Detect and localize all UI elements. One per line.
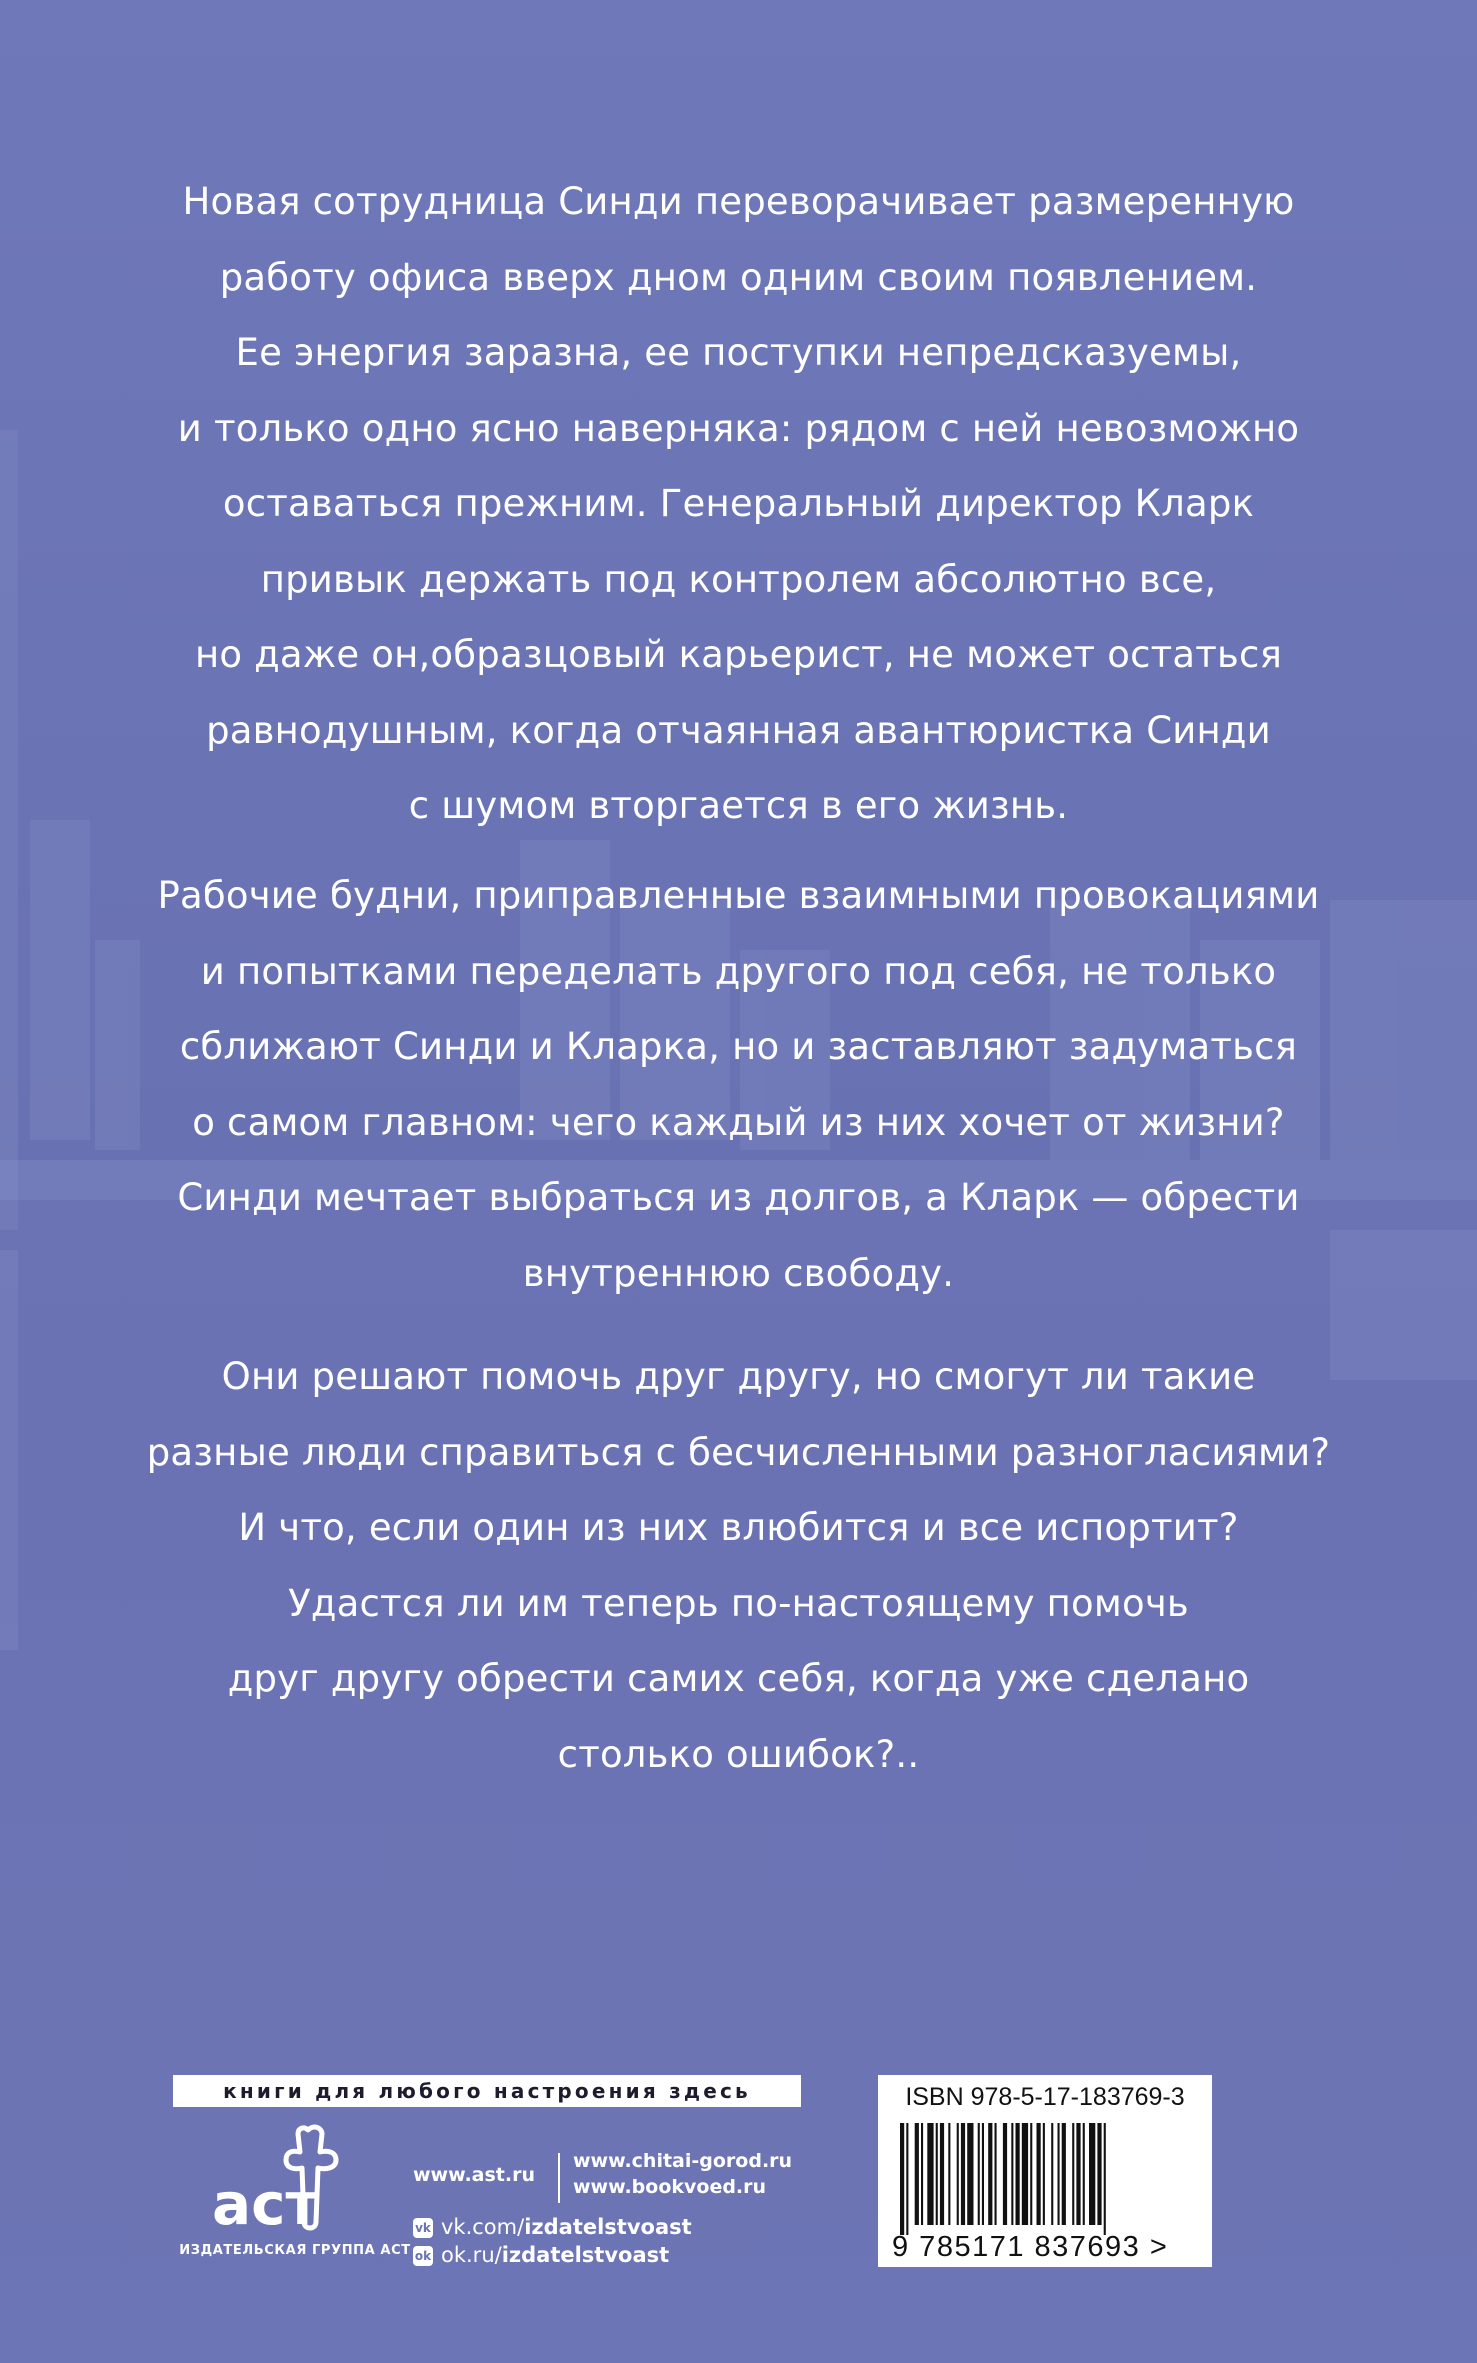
vk-link[interactable]	[413, 2215, 692, 2239]
barcode-bar	[957, 2123, 959, 2225]
blurb-line: привык держать под контролем абсолютно все,	[260, 557, 1217, 601]
blurb-line: Синди мечтает выбраться из долгов, а Кларк — обрести	[177, 1176, 1300, 1219]
logo-text: аст	[212, 2170, 320, 2238]
barcode-bar	[1003, 2123, 1007, 2225]
blurb-line: равнодушным, когда отчаянная авантюристка Синди	[206, 708, 1271, 752]
barcode-bar	[1030, 2123, 1032, 2225]
blurb-line: о самом главном: чего каждый из них хочет от жизни?	[192, 1100, 1285, 1144]
barcode-bars	[900, 2123, 1170, 2235]
isbn-number: ISBN 978-5-17-183769-3	[905, 2083, 1185, 2111]
barcode-bar	[978, 2123, 980, 2225]
blurb-line: Рабочие будни, приправленные взаимными провокациями	[157, 874, 1320, 917]
barcode-bar	[1051, 2123, 1053, 2225]
barcode-bar	[1037, 2123, 1041, 2225]
blurb-line: столько ошибок?..	[557, 1732, 920, 1776]
barcode-bar	[921, 2123, 923, 2225]
barcode-bar	[988, 2123, 992, 2225]
ast-site-link[interactable]: www.ast.ru	[413, 2164, 535, 2186]
ok-icon: ok	[413, 2246, 433, 2266]
blurb-line: сближают Синди и Кларка, но и заставляют задуматься	[179, 1025, 1298, 1068]
barcode-bar	[1104, 2123, 1106, 2235]
blurb-line: И что, если один из них влюбится и все испортит?	[238, 1506, 1239, 1549]
publisher-caption: ИЗДАТЕЛЬСКАЯ ГРУППА АСТ	[179, 2243, 411, 2258]
blurb-line: внутреннюю свободу.	[522, 1251, 955, 1295]
barcode-bar	[927, 2123, 933, 2225]
blurb-line: Удастся ли им теперь по-настоящему помочь	[288, 1581, 1189, 1625]
barcode-bar	[995, 2123, 997, 2225]
barcode-bar	[1076, 2123, 1080, 2225]
barcode-bar	[1072, 2123, 1074, 2225]
blurb-line: Ее энергия заразна, ее поступки непредсказуемы,	[235, 331, 1242, 374]
barcode-bar	[936, 2123, 938, 2225]
blurb-paragraph-1	[90, 164, 1387, 844]
blurb-paragraph-3	[90, 1339, 1387, 1792]
bookvoed-link[interactable]: www.bookvoed.ru	[573, 2176, 767, 2198]
barcode-digits: 9 785171 837693 >	[892, 2231, 1169, 2263]
barcode-bar	[900, 2123, 904, 2235]
isbn-barcode	[878, 2075, 1212, 2267]
vk-prefix: vk.com/	[441, 2215, 525, 2239]
ast-logo-icon	[200, 2122, 370, 2242]
blurb-line: Новая сотрудница Синди переворачивает размеренную	[182, 180, 1295, 223]
blurb-line: но даже он,образцовый карьерист, не может остаться	[194, 633, 1283, 676]
barcode-bar	[1058, 2123, 1060, 2225]
blurb-line: и только одно ясно наверняка: рядом с ней невозможно	[177, 406, 1300, 450]
blurb-line: с шумом вторгается в его жизнь.	[408, 784, 1069, 827]
barcode-bar	[906, 2123, 908, 2235]
barcode-bar	[1062, 2123, 1066, 2225]
blurb-line: разные люди справиться с бесчисленными разногласиями?	[146, 1430, 1331, 1474]
blurb-paragraph-2	[90, 858, 1387, 1311]
ok-handle: izdatelstvoast	[501, 2243, 670, 2267]
barcode-bar	[961, 2123, 965, 2225]
ok-link[interactable]	[413, 2243, 669, 2267]
barcode-bar	[948, 2123, 950, 2225]
barcode-bar	[1011, 2123, 1013, 2225]
blurb-line: и попытками переделать другого под себя, не только	[200, 949, 1277, 993]
barcode-bar	[1043, 2123, 1045, 2225]
blurb-line: друг другу обрести самих себя, когда уже сделано	[227, 1657, 1250, 1700]
barcode-bar	[1022, 2123, 1028, 2225]
blurb-line: Они решают помочь друг другу, но смогут ли такие	[221, 1355, 1256, 1398]
ok-prefix: ok.ru/	[441, 2243, 502, 2267]
chitai-gorod-link[interactable]: www.chitai-gorod.ru	[573, 2150, 793, 2172]
vk-handle: izdatelstvoast	[524, 2215, 692, 2239]
vk-icon: vk	[413, 2218, 433, 2238]
barcode-bar	[1016, 2123, 1020, 2225]
links-divider	[558, 2153, 560, 2203]
barcode-bar	[940, 2123, 944, 2225]
barcode-bar	[1083, 2123, 1085, 2225]
barcode-bar	[1097, 2123, 1101, 2225]
blurb-line: оставаться прежним. Генеральный директор Кларк	[222, 482, 1255, 525]
barcode-bar	[967, 2123, 973, 2225]
barcode-bar	[982, 2123, 984, 2225]
barcode-bar	[1089, 2123, 1095, 2225]
tagline-banner: книги для любого настроения здесь	[173, 2075, 801, 2107]
blurb-line: работу офиса вверх дном одним своим появлением.	[219, 255, 1258, 299]
barcode-bar	[915, 2123, 919, 2225]
